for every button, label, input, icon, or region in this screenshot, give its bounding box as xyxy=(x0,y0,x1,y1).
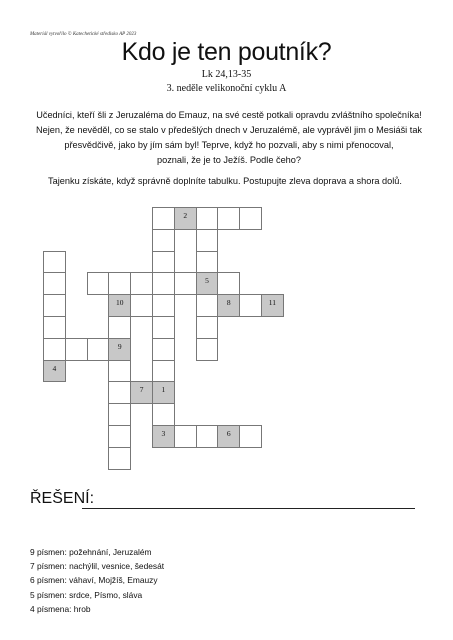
clue-item: 9 písmen: požehnání, Jeruzalém xyxy=(30,547,152,557)
solution-label: ŘEŠENÍ: xyxy=(30,490,95,507)
liturgical-occasion: 3. neděle velikonoční cyklu A xyxy=(166,83,287,94)
crossword-cell[interactable] xyxy=(152,381,175,404)
clue-number: 5 xyxy=(205,276,209,286)
crossword-cell[interactable] xyxy=(65,338,88,361)
clue-number: 8 xyxy=(226,298,231,308)
clue-number: 2 xyxy=(183,211,188,220)
crossword-cell[interactable] xyxy=(239,425,262,448)
clue-number: 11 xyxy=(268,298,277,308)
crossword-cell[interactable] xyxy=(87,338,110,361)
crossword-cell[interactable] xyxy=(261,294,284,317)
crossword-cell[interactable] xyxy=(43,360,66,383)
crossword-cell[interactable] xyxy=(43,251,66,274)
clue-item: 6 písmen: váhaví, Mojžíš, Emauzy xyxy=(30,575,158,586)
crossword-cell[interactable] xyxy=(217,294,240,317)
crossword-cell[interactable] xyxy=(108,447,131,470)
crossword-cell[interactable] xyxy=(43,294,66,317)
clue-list xyxy=(30,545,164,616)
crossword-cell[interactable] xyxy=(152,316,175,339)
crossword-cell[interactable] xyxy=(152,229,175,252)
clue-item: 5 písmen: srdce, Písmo, sláva xyxy=(30,589,143,600)
clue-item: 7 písmen: nachýlil, vesnice, šedesát xyxy=(30,561,165,572)
crossword-cell[interactable] xyxy=(152,272,175,295)
intro-line: přesvědčivě, jako by jím sám byl! Teprve, když ho pozvali, aby s nimi přenocoval, xyxy=(64,140,394,150)
clue-item: 4 písmena: hrob xyxy=(30,603,91,614)
crossword-cell[interactable] xyxy=(108,425,131,448)
instruction-text: Tajenku získáte, když správně doplníte tabulku. Postupujte zleva doprava a shora dolů. xyxy=(48,176,402,186)
crossword-cell[interactable] xyxy=(174,272,197,295)
crossword-cell[interactable] xyxy=(217,425,240,448)
intro-line: Nejen, že nevěděl, co se stalo v předešlých dnech v Jeruzalémě, ale vyprávěl jim o Mesiáši tak xyxy=(35,125,423,135)
crossword-cell[interactable] xyxy=(174,207,197,230)
solution-answer-line[interactable] xyxy=(82,508,415,509)
crossword-cell[interactable] xyxy=(239,207,262,230)
crossword-cell[interactable] xyxy=(152,338,175,361)
page-title: Kdo je ten poutník? xyxy=(121,38,332,66)
clue-number: 7 xyxy=(139,385,144,395)
crossword-cell[interactable] xyxy=(43,316,66,339)
crossword-cell[interactable] xyxy=(196,425,219,448)
crossword-cell[interactable] xyxy=(196,272,219,295)
crossword-cell[interactable] xyxy=(108,272,131,295)
crossword-cell[interactable] xyxy=(196,316,219,339)
crossword-cell[interactable] xyxy=(239,294,262,317)
crossword-cell[interactable] xyxy=(108,294,131,317)
crossword-cell[interactable] xyxy=(108,360,131,383)
clue-number: 3 xyxy=(161,429,166,438)
clue-number: 6 xyxy=(226,429,231,438)
crossword-cell[interactable] xyxy=(130,294,153,317)
crossword-cell[interactable] xyxy=(217,207,240,230)
crossword-cell[interactable] xyxy=(152,425,175,448)
crossword-cell[interactable] xyxy=(108,381,131,404)
intro-line: poznali, že je to Ježíš. Podle čeho? xyxy=(156,155,302,165)
crossword-cell[interactable] xyxy=(152,360,175,383)
credit-note: Materiál vytvořilo © Katechetické středisko AP 2023 xyxy=(30,32,137,37)
crossword-cell[interactable] xyxy=(196,251,219,274)
crossword-cell[interactable] xyxy=(152,207,175,230)
crossword-cell[interactable] xyxy=(43,272,66,295)
clue-number: 1 xyxy=(161,385,166,395)
crossword-cell[interactable] xyxy=(217,272,240,295)
clue-number: 4 xyxy=(52,363,57,373)
crossword-cell[interactable] xyxy=(108,316,131,339)
crossword-cell[interactable] xyxy=(130,381,153,404)
crossword-cell[interactable] xyxy=(152,294,175,317)
crossword-cell[interactable] xyxy=(108,338,131,361)
crossword-cell[interactable] xyxy=(196,294,219,317)
crossword-cell[interactable] xyxy=(130,272,153,295)
crossword-cell[interactable] xyxy=(87,272,110,295)
crossword-cell[interactable] xyxy=(108,403,131,426)
clue-number: 10 xyxy=(116,298,124,308)
bible-reference: Lk 24,13-35 xyxy=(201,69,252,80)
crossword-cell[interactable] xyxy=(196,207,219,230)
crossword-cell[interactable] xyxy=(152,251,175,274)
intro-line: Učedníci, kteří šli z Jeruzaléma do Emauz, na své cestě potkali opravdu zvláštního společníka! xyxy=(36,110,422,120)
crossword-cell[interactable] xyxy=(196,229,219,252)
crossword-cell[interactable] xyxy=(152,403,175,426)
crossword-cell[interactable] xyxy=(196,338,219,361)
crossword-cell[interactable] xyxy=(174,425,197,448)
clue-number: 9 xyxy=(117,341,122,351)
crossword-cell[interactable] xyxy=(43,338,66,361)
